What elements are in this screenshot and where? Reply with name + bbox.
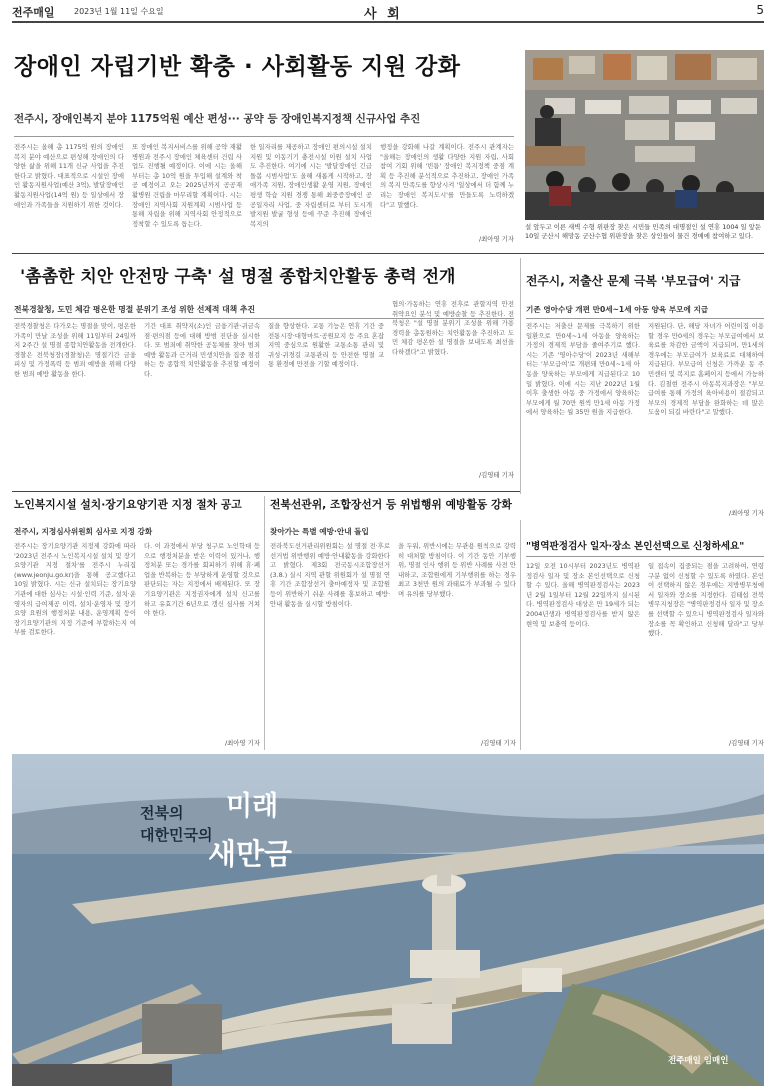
article5-col1: 전라북도선거관리위원회는 설 명절 전·후로 선거법 위반행위 예방·안내활동을 강화한다고 밝혔다. 제3회 전국동시조합장선거(3.8.) 실시 지역 관할 위원회가 설 명절 연휴 기간 조합장선거 출마예정자 및 조합원 등이 위반하기 쉬운 사례를 홍보하고 예방·안내 활동을 실시할 방침이다. — [270, 542, 390, 608]
article2-col4: 협의·가동하는 연휴 전후로 관할지역 안전 취약요인 분석 및 예방순찰 등 추진한다. 전북청은 "설 명절 분위기 조성을 위해 가용 경력을 총동원하는 치안활동을 추진하고 도민 체감 평온한 설 명절을 보내도록 최선을 다하겠다"고 밝혔다. — [392, 300, 514, 356]
newspaper-name: 전주매일 — [12, 6, 55, 19]
fish-auction-photo — [525, 50, 764, 220]
ad-signature: 전주매일 임매인 — [668, 1056, 729, 1066]
column-divider — [264, 496, 265, 750]
article5-headline: 전북선관위, 조합장선거 등 위법행위 예방활동 강화 — [270, 498, 512, 511]
article1-col3: 한 일자리를 제공하고 장애인 편의시설 설치 지원 및 이동기기 충전시설 이원 설치 사업도 추진한다. 여기에 시는 '발달장애인 긴급돌봄 시범사업'도 올해 새롭게 시작하고, 장애가족 지원, 장애인생활 운영 지원, 장애인 평생 학습 지원 경쟁 통해 최중증장애인 공공일자리 사업, 중 자립센터로 부터 도시개발지원 발굴 형성 등에 꾸준 추진해 장애인복지의 — [250, 143, 372, 228]
ad-slogan — [140, 802, 212, 846]
saemangeum-advertisement — [12, 754, 764, 1086]
divider — [14, 136, 514, 137]
article2-col3: 질을 향상한다. 교통 기능은 연휴 기간 중 전통시장·대형마트·공원묘지 등 주요 혼잡지역 중심으로 원활한 교통소통 관리 및 귀성·귀경길 교통관리 등 안전한 명절 교통 환경에 만전을 기할 예정이다. — [268, 322, 384, 369]
article1-headline: 장애인 자립기반 확충 · 사회활동 지원 강화 — [14, 54, 461, 80]
article3-byline: /최아영 기자 — [728, 509, 764, 517]
divider — [526, 318, 764, 319]
article1-col4: 행정을 강화해 나갈 계획이다. 전주시 관계자는 "올해는 장애인의 생활 다양한 지원 자립, 사회 참여 기회 위해 '빈틈' 장애인 복지정책 중점 계획 등 추진해 분석적으로 추진하고, 장애인 가족의 복지 만족도를 향상시켜 '일상에서 더 함께 누리는 장애인 복지도시'를 만들도록 노력하겠다"고 말했다. — [380, 143, 514, 209]
article2-subhead: 전북경찰청, 도민 체감 평온한 명절 분위기 조성 위한 선제적 대책 추진 — [14, 305, 255, 314]
article5-subhead: 찾아가는 특별 예방·안내 돌입 — [270, 527, 369, 536]
article5-col2: 을 두워, 위반시에는 무관용 원칙으로 강력히 대처할 방침이다. 이 기간 동안 기부행위, 명절 인사 행위 등 위반 사례를 사전 안내하고, 조합원에게 기부행위를 하는 경우 최고 3천만 원의 과태료가 부과될 수 있다며 유의를 당부했다. — [398, 542, 516, 598]
article2-byline: /김영태 기자 — [478, 471, 514, 479]
page-number: 5 — [756, 3, 764, 17]
article4-col1: 전주시는 장기요양기관 지정제 강화에 따라 '2023년 전주시 노인복지시설 설치 및 장기요양기관 지정 절차'를 전주시 누리집(www.jeonju.go.kr)을 통해 공고했다고 10일 밝혔다. 시는 신규 설치되는 장기요양기관에 대한 심사는 시설·인력 기준, 설치·운영자의 급여제공 이력, 설치·운영자 및 장기요양 요원의 행정처분 내용, 운영계획 등이 장기요양기관의 지정 기준에 부합하는지 여부를 검토한다. — [14, 542, 136, 637]
issue-date: 2023년 1월 11일 수요일 — [74, 7, 164, 16]
article2-col2: 기간 대표 취약지(소)인 금융기관·귀금속점·편의점 등에 대해 방범 진단을 실시한다. 또 범죄에 취약한 공동체를 찾아 범죄 예방 활동과 근거리 민생치안을 집중 점검하는 등 종합적 치안활동을 추진할 예정이다. — [144, 322, 260, 378]
article4-col2: 다. 이 과정에서 부당 청구로 노인학대 등으로 행정처분을 받은 이력이 있거나, 행정처분 또는 경가를 회피하기 위해 휴·폐업을 반복하는 등 부당하게 운영할 것으로 판단되는 자는 지정에서 배제된다. 또 장기요양기관은 지정권자에게 설치 신고를 하고 유효기간 6년으로 갱신 심사를 거쳐야 한다. — [144, 542, 260, 618]
divider — [12, 253, 764, 254]
page-header — [12, 3, 764, 23]
article2-col1: 전북경찰청은 다가오는 명절을 맞이, 평온한 가족이 만날 조성을 위해 11일부터 24일까지 2주간 설 명절 종합치안활동을 전개한다. 경찰은 전북청장(경찰청)은 명절기간 금융피싱 및 가정폭력 등 범죄 예방을 위해 다양한 범죄 예방 활동을 한다. — [14, 322, 136, 378]
article6-headline: "병역판정검사 일자·장소 본인선택으로 신청하세요" — [526, 541, 745, 552]
ad-big-word1: 미래 — [226, 791, 279, 822]
ad-line1: 전북의 — [140, 804, 184, 822]
photo-caption: 설 앞두고 이른 새벽 수형 위판장 찾은 시민들 민족의 대명절인 설 연휴 1004 일 앞둔 10일 군산시 해망동 군산수협 위판장을 찾은 상인들이 물건 경매에 참여하고 있다. — [525, 223, 762, 240]
article1-col2: 또 장애인 복지서비스를 위해 공약 재활병원과 전주시 장애인 체육센터 건립 사업도 진행될 예정이다. 이에 시는 올해부터는 총 10억 원을 투입해 설계와 착공 예정이고 오는 2025년까지 공공재활병원 건립을 마무리할 계획이다. 시는 장애인 지역사회 지원계획 시범사업 등 통해 자립을 위해 지역사회 안정적으로 정착할 수 있도록 돕는다. — [132, 143, 242, 228]
section-name: 사 회 — [364, 7, 403, 22]
article4-subhead: 전주시, 지정심사위원회 심사로 지정 강화 — [14, 527, 153, 536]
divider — [526, 556, 764, 557]
article6-byline: /김영태 기자 — [728, 739, 764, 747]
article3-subhead: 기존 영아수당 개편 만0세~1세 아동 양육 부모에 지급 — [526, 305, 709, 314]
ad-big-word2: 새만금 — [208, 837, 293, 871]
article5-byline: /김영태 기자 — [480, 739, 516, 747]
column-divider — [520, 520, 521, 750]
column-divider — [520, 258, 521, 494]
article6-col1: 12일 오전 10시부터 2023년도 병역판정검사 일자 및 장소 본인선택으로 신청할 수 있다. 올해 병역판정검사는 2023년 2월 1일부터 12월 22일까지 실시된다. 병역판정검사 대상은 만 19세가 되는 2004년생과 병역판정검사를 받지 않은 현역 및 보충역 등이다. — [526, 562, 640, 628]
article3-col2: 지원된다. 단, 해당 자녀가 어린이집 이용할 경우 만0세의 경우는 부모급여에서 보육료를 차감한 금액이 지급되며, 만1세의 경우에는 부모급여가 보육료로 대체하여 지급된다. 부모급여 신청은 가까운 동 주민센터 및 복지로 홈페이지 등에서 가능하다. 김철현 전주시 아동복지과장은 "부모급여를 통해 가정의 육아비용이 절감되고 부모의 경제적 부담을 완화하는 데 많은 도움이 되길 바란다"고 말했다. — [648, 322, 764, 417]
ad-line2: 대한민국의 — [140, 826, 213, 844]
article3-col1: 전주시는 저출산 문제를 극복하기 위한 일환으로 만0세~1세 아동을 양육하는 가정의 경제적 부담을 줄여주기로 했다. 시는 기존 '영아수당'이 2023년 새해부터는 '부모급여'로 개편돼 만0세~1세 아동을 양육하는 부모에게 지급된다고 10일 밝혔다. 이에 시는 지난 2022년 1월 이후 출생한 아동 중 가정에서 양육하는 부모에게 월 70만 원씩 만1세 아동 가정에서 양육하는 월 35만 원을 지급한다. — [526, 322, 640, 417]
article3-headline: 전주시, 저출산 문제 극복 '부모급여' 지급 — [526, 274, 741, 288]
article4-byline: /최아영 기자 — [224, 739, 260, 747]
article4-headline: 노인복지시설 설치·장기요양기관 지정 절차 공고 — [14, 498, 242, 511]
article1-col1: 전주시는 올해 총 1175억 원의 장애인복지 분야 예산으로 편성해 장애인의 다양한 삶을 위해 11개 신규 사업을 추진한다고 밝혔다. 대표적으로 시설인 장애인 활동지원사업(예산 3억), 발달장애인 활동지원사업(14억 원) 등 일상에서 장애인과 가족들을 지원하기 위한 것이다. — [14, 143, 124, 209]
article1-byline: /최아영 기자 — [478, 235, 514, 243]
divider — [12, 491, 520, 492]
article1-subhead: 전주시, 장애인복지 분야 1175억원 예산 편성··· 공약 등 장애인복지정책 신규사업 추진 — [14, 113, 421, 125]
article6-col2: 일 접속이 집중되는 점을 고려하여, 연령 구분 없이 신청할 수 있도록 하였다. 본인이 선택하지 않은 경우에는 지방병무청에서 일자와 장소를 지정한다. 김태섭 전북병무지청장은 "병역판정검사 일자 및 장소를 선택할 수 있으니 병역판정검사 일자와 장소를 꼭 확인하고 신청해 달라"고 당부했다. — [648, 562, 764, 638]
article2-headline: '촘촘한 치안 안전망 구축' 설 명절 종합치안활동 총력 전개 — [20, 267, 456, 287]
